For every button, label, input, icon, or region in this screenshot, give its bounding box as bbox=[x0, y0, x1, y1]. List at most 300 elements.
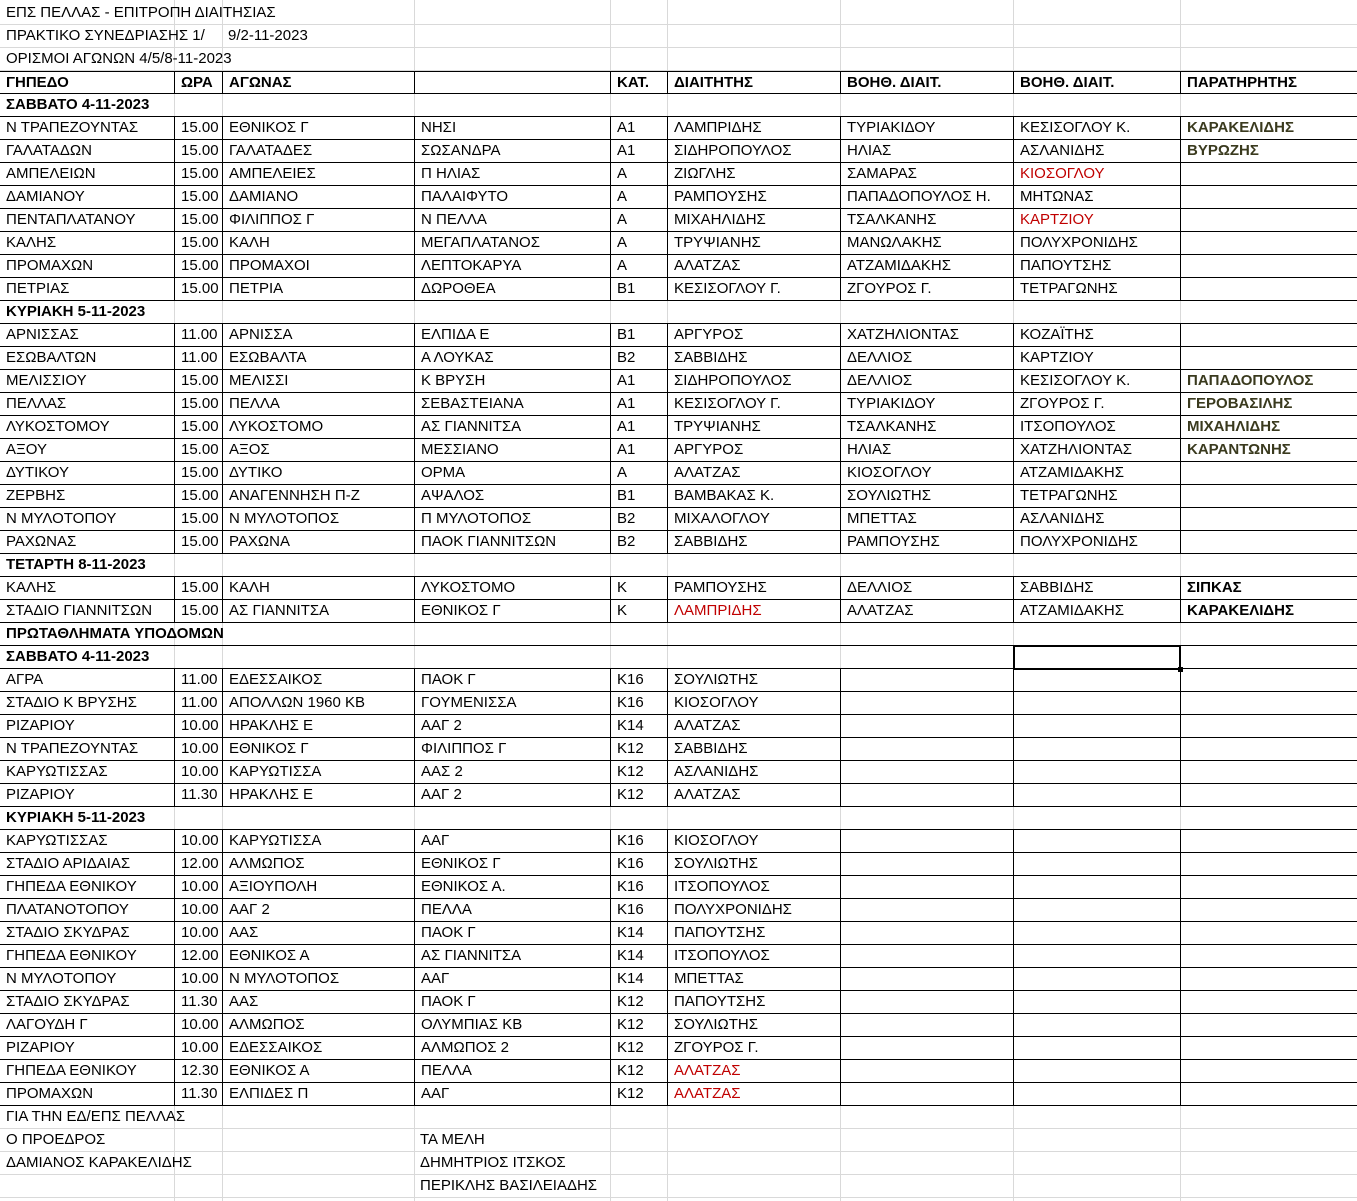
cell-a2[interactable] bbox=[1013, 876, 1180, 898]
signature-right[interactable] bbox=[414, 1106, 614, 1128]
cell-o[interactable] bbox=[1180, 692, 1357, 714]
cell-c[interactable]: Κ16 bbox=[610, 830, 667, 852]
cell-t[interactable]: 15.00 bbox=[174, 600, 222, 622]
cell-t[interactable]: 11.30 bbox=[174, 1083, 222, 1105]
cell-o[interactable] bbox=[1180, 324, 1357, 346]
cell-t[interactable]: 10.00 bbox=[174, 830, 222, 852]
cell-o[interactable]: ΚΑΡΑΝΤΩΝΗΣ bbox=[1180, 439, 1357, 461]
cell-f[interactable]: ΑΜΠΕΛΕΙΩΝ bbox=[6, 165, 96, 182]
cell-o[interactable] bbox=[1180, 278, 1357, 300]
cell-h[interactable]: ΕΔΕΣΣΑΙΚΟΣ bbox=[222, 1037, 414, 1059]
cell-a[interactable]: ΦΙΛΙΠΠΟΣ Γ bbox=[414, 738, 610, 760]
cell-a2[interactable] bbox=[1013, 761, 1180, 783]
cell-a[interactable]: ΕΘΝΙΚΟΣ Α. bbox=[414, 876, 610, 898]
cell-f[interactable]: ΡΙΖΑΡΙΟΥ bbox=[6, 1039, 75, 1056]
cell-a[interactable]: ΑΣ ΓΙΑΝΝΙΤΣΑ bbox=[414, 945, 610, 967]
cell-t[interactable]: 10.00 bbox=[174, 1014, 222, 1036]
cell-r[interactable]: ΚΙΟΣΟΓΛΟΥ bbox=[667, 692, 840, 714]
cell-a1[interactable] bbox=[840, 1060, 1013, 1082]
cell-a1[interactable] bbox=[840, 830, 1013, 852]
cell-a[interactable]: ΟΛΥΜΠΙΑΣ ΚΒ bbox=[414, 1014, 610, 1036]
cell-o[interactable] bbox=[1180, 830, 1357, 852]
cell-h[interactable]: ΗΡΑΚΛΗΣ Ε bbox=[222, 784, 414, 806]
cell-r[interactable]: ΜΠΕΤΤΑΣ bbox=[667, 968, 840, 990]
cell-a[interactable]: ΠΕΛΛΑ bbox=[414, 899, 610, 921]
cell-o[interactable]: ΚΑΡΑΚΕΛΙΔΗΣ bbox=[1180, 117, 1357, 139]
cell-r[interactable]: ΑΛΑΤΖΑΣ bbox=[667, 462, 840, 484]
cell-a[interactable]: ΑΛΜΩΠΟΣ 2 bbox=[414, 1037, 610, 1059]
cell-h[interactable]: ΑΑΣ bbox=[222, 922, 414, 944]
cell-h[interactable]: ΕΣΩΒΑΛΤΑ bbox=[222, 347, 414, 369]
cell-a1[interactable]: ΤΥΡΙΑΚΙΔΟΥ bbox=[840, 393, 1013, 415]
cell-f[interactable]: ΚΑΡΥΩΤΙΣΣΑΣ bbox=[6, 832, 108, 849]
cell-c[interactable]: Κ12 bbox=[610, 991, 667, 1013]
cell-a1[interactable]: ΖΓΟΥΡΟΣ Γ. bbox=[840, 278, 1013, 300]
cell-f[interactable]: ΣΤΑΔΙΟ ΓΙΑΝΝΙΤΣΩΝ bbox=[6, 602, 153, 619]
cell-o[interactable]: ΒΥΡΩΖΗΣ bbox=[1180, 140, 1357, 162]
cell-c[interactable]: Α1 bbox=[610, 370, 667, 392]
cell-a2[interactable]: ΣΑΒΒΙΔΗΣ bbox=[1013, 577, 1180, 599]
section-title[interactable]: ΚΥΡΙΑΚΗ 5-11-2023 bbox=[6, 809, 146, 826]
cell-a2[interactable] bbox=[1013, 830, 1180, 852]
title-text[interactable]: ΟΡΙΣΜΟΙ ΑΓΩΝΩΝ 4/5/8-11-2023 bbox=[6, 50, 232, 67]
cell-a2[interactable]: ΚΕΣΙΣΟΓΛΟΥ Κ. bbox=[1013, 117, 1180, 139]
cell-o[interactable] bbox=[1180, 232, 1357, 254]
cell-a1[interactable]: ΑΤΖΑΜΙΔΑΚΗΣ bbox=[840, 255, 1013, 277]
cell-h[interactable]: ΑΝΑΓΕΝΝΗΣΗ Π-Ζ bbox=[222, 485, 414, 507]
cell-t[interactable]: 15.00 bbox=[174, 577, 222, 599]
cell-a[interactable]: ΛΕΠΤΟΚΑΡΥΑ bbox=[414, 255, 610, 277]
cell-c[interactable]: Κ16 bbox=[610, 692, 667, 714]
cell-o[interactable] bbox=[1180, 462, 1357, 484]
cell-a1[interactable] bbox=[840, 738, 1013, 760]
cell-r[interactable]: ΣΙΔΗΡΟΠΟΥΛΟΣ bbox=[667, 140, 840, 162]
cell-c[interactable]: Α bbox=[610, 462, 667, 484]
signature-right[interactable]: ΔΗΜΗΤΡΙΟΣ ΙΤΣΚΟΣ bbox=[420, 1154, 566, 1171]
cell-o[interactable] bbox=[1180, 1037, 1357, 1059]
cell-o[interactable] bbox=[1180, 163, 1357, 185]
cell-a1[interactable] bbox=[840, 968, 1013, 990]
cell-f[interactable]: ΔΥΤΙΚΟΥ bbox=[6, 464, 69, 481]
cell-a1[interactable]: ΡΑΜΠΟΥΣΗΣ bbox=[840, 531, 1013, 553]
cell-a2[interactable]: ΙΤΣΟΠΟΥΛΟΣ bbox=[1013, 416, 1180, 438]
cell-c[interactable]: Α1 bbox=[610, 393, 667, 415]
cell-f[interactable]: ΠΕΤΡΙΑΣ bbox=[6, 280, 70, 297]
cell-h[interactable]: ΚΑΡΥΩΤΙΣΣΑ bbox=[222, 830, 414, 852]
title-text[interactable]: ΕΠΣ ΠΕΛΛΑΣ - ΕΠΙΤΡΟΠΗ ΔΙΑΙΤΗΣΙΑΣ bbox=[6, 4, 276, 21]
cell-a2[interactable]: ΧΑΤΖΗΛΙΟΝΤΑΣ bbox=[1013, 439, 1180, 461]
cell-c[interactable]: Κ14 bbox=[610, 922, 667, 944]
cell-f[interactable]: Ν ΤΡΑΠΕΖΟΥΝΤΑΣ bbox=[6, 119, 139, 136]
section-title[interactable]: ΣΑΒΒΑΤΟ 4-11-2023 bbox=[6, 96, 150, 113]
cell-a2[interactable] bbox=[1013, 853, 1180, 875]
cell-f[interactable]: ΣΤΑΔΙΟ ΑΡΙΔΑΙΑΣ bbox=[6, 855, 131, 872]
cell-a[interactable]: Α ΛΟΥΚΑΣ bbox=[414, 347, 610, 369]
cell-a[interactable]: ΜΕΓΑΠΛΑΤΑΝΟΣ bbox=[414, 232, 610, 254]
cell-a2[interactable] bbox=[1013, 1083, 1180, 1105]
cell-h[interactable]: ΚΑΡΥΩΤΙΣΣΑ bbox=[222, 761, 414, 783]
cell-f[interactable]: ΜΕΛΙΣΣΙΟΥ bbox=[6, 372, 87, 389]
signature-right[interactable]: ΠΕΡΙΚΛΗΣ ΒΑΣΙΛΕΙΑΔΗΣ bbox=[420, 1177, 598, 1194]
cell-h[interactable]: ΚΑΛΗ bbox=[222, 577, 414, 599]
cell-o[interactable] bbox=[1180, 784, 1357, 806]
cell-f[interactable]: ΡΙΖΑΡΙΟΥ bbox=[6, 786, 75, 803]
cell-a2[interactable] bbox=[1013, 899, 1180, 921]
cell-h[interactable]: ΗΡΑΚΛΗΣ Ε bbox=[222, 715, 414, 737]
cell-r[interactable]: ΙΤΣΟΠΟΥΛΟΣ bbox=[667, 876, 840, 898]
cell-o[interactable] bbox=[1180, 876, 1357, 898]
cell-h[interactable]: ΑΜΠΕΛΕΙΕΣ bbox=[222, 163, 414, 185]
cell-f[interactable]: ΔΑΜΙΑΝΟΥ bbox=[6, 188, 85, 205]
cell-c[interactable]: Α bbox=[610, 209, 667, 231]
cell-a2[interactable] bbox=[1013, 715, 1180, 737]
cell-a1[interactable]: ΜΑΝΩΛΑΚΗΣ bbox=[840, 232, 1013, 254]
cell-a2[interactable] bbox=[1013, 1014, 1180, 1036]
title-text[interactable]: ΠΡΑΚΤΙΚΟ ΣΥΝΕΔΡΙΑΣΗΣ 1/ bbox=[6, 27, 205, 44]
cell-t[interactable]: 11.30 bbox=[174, 784, 222, 806]
cell-a2[interactable] bbox=[1013, 738, 1180, 760]
cell-c[interactable]: Β1 bbox=[610, 485, 667, 507]
cell-o[interactable] bbox=[1180, 209, 1357, 231]
cell-f[interactable]: ΣΤΑΔΙΟ Κ ΒΡΥΣΗΣ bbox=[6, 694, 137, 711]
cell-a1[interactable]: ΔΕΛΛΙΟΣ bbox=[840, 347, 1013, 369]
cell-f[interactable]: ΑΞΟΥ bbox=[6, 441, 47, 458]
selected-cell[interactable] bbox=[1013, 645, 1181, 670]
cell-f[interactable]: ΠΡΟΜΑΧΩΝ bbox=[6, 1085, 94, 1102]
cell-h[interactable]: ΔΥΤΙΚΟ bbox=[222, 462, 414, 484]
cell-h[interactable]: ΕΛΠΙΔΕΣ Π bbox=[222, 1083, 414, 1105]
cell-a2[interactable]: ΚΕΣΙΣΟΓΛΟΥ Κ. bbox=[1013, 370, 1180, 392]
cell-r[interactable]: ΡΑΜΠΟΥΣΗΣ bbox=[667, 186, 840, 208]
cell-a1[interactable]: ΠΑΠΑΔΟΠΟΥΛΟΣ Η. bbox=[840, 186, 1013, 208]
cell-t[interactable]: 10.00 bbox=[174, 968, 222, 990]
cell-f[interactable]: ΓΗΠΕΔΑ ΕΘΝΙΚΟΥ bbox=[6, 1062, 137, 1079]
cell-a2[interactable] bbox=[1013, 1037, 1180, 1059]
cell-c[interactable]: Α1 bbox=[610, 416, 667, 438]
cell-t[interactable]: 12.00 bbox=[174, 945, 222, 967]
cell-a1[interactable] bbox=[840, 876, 1013, 898]
cell-r[interactable]: ΣΑΒΒΙΔΗΣ bbox=[667, 738, 840, 760]
cell-t[interactable]: 10.00 bbox=[174, 761, 222, 783]
cell-f[interactable]: Ν ΤΡΑΠΕΖΟΥΝΤΑΣ bbox=[6, 740, 139, 757]
cell-r[interactable]: ΙΤΣΟΠΟΥΛΟΣ bbox=[667, 945, 840, 967]
cell-r[interactable]: ΡΑΜΠΟΥΣΗΣ bbox=[667, 577, 840, 599]
cell-o[interactable] bbox=[1180, 347, 1357, 369]
cell-r[interactable]: ΜΙΧΑΗΛΙΔΗΣ bbox=[667, 209, 840, 231]
cell-h[interactable]: ΠΕΤΡΙΑ bbox=[222, 278, 414, 300]
cell-f[interactable]: ΚΑΡΥΩΤΙΣΣΑΣ bbox=[6, 763, 108, 780]
cell-c[interactable]: Κ12 bbox=[610, 738, 667, 760]
cell-a2[interactable]: ΑΣΛΑΝΙΔΗΣ bbox=[1013, 508, 1180, 530]
cell-f[interactable]: ΓΗΠΕΔΑ ΕΘΝΙΚΟΥ bbox=[6, 947, 137, 964]
signature-left[interactable]: ΓΙΑ ΤΗΝ ΕΔ/ΕΠΣ ΠΕΛΛΑΣ bbox=[6, 1108, 186, 1125]
cell-h[interactable]: ΕΘΝΙΚΟΣ Α bbox=[222, 945, 414, 967]
cell-c[interactable]: Α1 bbox=[610, 117, 667, 139]
cell-t[interactable]: 10.00 bbox=[174, 876, 222, 898]
cell-h[interactable]: ΠΡΟΜΑΧΟΙ bbox=[222, 255, 414, 277]
cell-t[interactable]: 15.00 bbox=[174, 186, 222, 208]
cell-h[interactable]: ΔΑΜΙΑΝΟ bbox=[222, 186, 414, 208]
cell-o[interactable] bbox=[1180, 485, 1357, 507]
section-title[interactable]: ΚΥΡΙΑΚΗ 5-11-2023 bbox=[6, 303, 146, 320]
cell-t[interactable]: 15.00 bbox=[174, 393, 222, 415]
header-asst2[interactable]: ΒΟΗΘ. ΔΙΑΙΤ. bbox=[1013, 72, 1180, 94]
header-observer[interactable]: ΠΑΡΑΤΗΡΗΤΗΣ bbox=[1180, 72, 1357, 94]
cell-a1[interactable] bbox=[840, 853, 1013, 875]
cell-f[interactable]: ΑΡΝΙΣΣΑΣ bbox=[6, 326, 79, 343]
cell-f[interactable]: Ν ΜΥΛΟΤΟΠΟΥ bbox=[6, 970, 117, 987]
cell-h[interactable]: ΜΕΛΙΣΣΙ bbox=[222, 370, 414, 392]
cell-a2[interactable] bbox=[1013, 945, 1180, 967]
section-title[interactable]: ΣΑΒΒΑΤΟ 4-11-2023 bbox=[6, 648, 150, 665]
cell-a[interactable]: ΝΗΣΙ bbox=[414, 117, 610, 139]
cell-t[interactable]: 15.00 bbox=[174, 255, 222, 277]
cell-f[interactable]: ΣΤΑΔΙΟ ΣΚΥΔΡΑΣ bbox=[6, 993, 130, 1010]
cell-a1[interactable]: ΔΕΛΛΙΟΣ bbox=[840, 577, 1013, 599]
cell-a[interactable]: ΑΑΓ bbox=[414, 830, 610, 852]
cell-a1[interactable]: ΗΛΙΑΣ bbox=[840, 140, 1013, 162]
cell-t[interactable]: 15.00 bbox=[174, 209, 222, 231]
cell-r[interactable]: ΖΓΟΥΡΟΣ Γ. bbox=[667, 1037, 840, 1059]
cell-a2[interactable]: ΜΗΤΩΝΑΣ bbox=[1013, 186, 1180, 208]
cell-t[interactable]: 10.00 bbox=[174, 715, 222, 737]
cell-a[interactable]: ΔΩΡΟΘΕΑ bbox=[414, 278, 610, 300]
cell-c[interactable]: Κ12 bbox=[610, 761, 667, 783]
cell-t[interactable]: 15.00 bbox=[174, 416, 222, 438]
header-time[interactable]: ΩΡΑ bbox=[174, 72, 222, 94]
cell-t[interactable]: 15.00 bbox=[174, 117, 222, 139]
cell-a1[interactable]: ΤΣΑΛΚΑΝΗΣ bbox=[840, 209, 1013, 231]
cell-a[interactable]: ΑΨΑΛΟΣ bbox=[414, 485, 610, 507]
cell-a[interactable]: ΛΥΚΟΣΤΟΜΟ bbox=[414, 577, 610, 599]
cell-r[interactable]: ΒΑΜΒΑΚΑΣ Κ. bbox=[667, 485, 840, 507]
cell-r[interactable]: ΠΑΠΟΥΤΣΗΣ bbox=[667, 922, 840, 944]
cell-f[interactable]: ΓΑΛΑΤΑΔΩΝ bbox=[6, 142, 92, 159]
cell-f[interactable]: ΡΑΧΩΝΑΣ bbox=[6, 533, 77, 550]
signature-left[interactable] bbox=[0, 1175, 222, 1197]
cell-a[interactable]: ΟΡΜΑ bbox=[414, 462, 610, 484]
cell-h[interactable]: ΑΞΟΣ bbox=[222, 439, 414, 461]
cell-o[interactable] bbox=[1180, 669, 1357, 691]
cell-r[interactable]: ΚΕΣΙΣΟΓΛΟΥ Γ. bbox=[667, 278, 840, 300]
cell-r[interactable]: ΑΡΓΥΡΟΣ bbox=[667, 439, 840, 461]
cell-t[interactable]: 10.00 bbox=[174, 1037, 222, 1059]
cell-r[interactable]: ΚΕΣΙΣΟΓΛΟΥ Γ. bbox=[667, 393, 840, 415]
cell-f[interactable]: ΖΕΡΒΗΣ bbox=[6, 487, 66, 504]
cell-r[interactable]: ΜΙΧΑΛΟΓΛΟΥ bbox=[667, 508, 840, 530]
cell-c[interactable]: Α1 bbox=[610, 439, 667, 461]
header-match[interactable]: ΑΓΩΝΑΣ bbox=[222, 72, 414, 94]
cell-a[interactable]: Ν ΠΕΛΛΑ bbox=[414, 209, 610, 231]
cell-r[interactable]: ΛΑΜΠΡΙΔΗΣ bbox=[667, 600, 840, 622]
cell-a[interactable]: ΑΑΣ 2 bbox=[414, 761, 610, 783]
cell-o[interactable] bbox=[1180, 899, 1357, 921]
cell-c[interactable]: Κ16 bbox=[610, 853, 667, 875]
cell-c[interactable]: Κ14 bbox=[610, 968, 667, 990]
cell-a1[interactable]: ΤΥΡΙΑΚΙΔΟΥ bbox=[840, 117, 1013, 139]
cell-a2[interactable]: ΠΑΠΟΥΤΣΗΣ bbox=[1013, 255, 1180, 277]
cell-r[interactable]: ΑΛΑΤΖΑΣ bbox=[667, 1060, 840, 1082]
cell-r[interactable]: ΑΡΓΥΡΟΣ bbox=[667, 324, 840, 346]
cell-r[interactable]: ΣΙΔΗΡΟΠΟΥΛΟΣ bbox=[667, 370, 840, 392]
cell-t[interactable]: 15.00 bbox=[174, 462, 222, 484]
cell-a[interactable]: Π ΜΥΛΟΤΟΠΟΣ bbox=[414, 508, 610, 530]
cell-a1[interactable] bbox=[840, 761, 1013, 783]
cell-t[interactable]: 15.00 bbox=[174, 370, 222, 392]
cell-h[interactable]: ΕΘΝΙΚΟΣ Α bbox=[222, 1060, 414, 1082]
cell-a1[interactable]: ΜΠΕΤΤΑΣ bbox=[840, 508, 1013, 530]
cell-a1[interactable] bbox=[840, 922, 1013, 944]
cell-r[interactable]: ΤΡΥΨΙΑΝΗΣ bbox=[667, 232, 840, 254]
cell-h[interactable]: ΠΕΛΛΑ bbox=[222, 393, 414, 415]
cell-c[interactable]: Κ14 bbox=[610, 945, 667, 967]
cell-t[interactable]: 15.00 bbox=[174, 439, 222, 461]
cell-r[interactable]: ΠΟΛΥΧΡΟΝΙΔΗΣ bbox=[667, 899, 840, 921]
cell-t[interactable]: 15.00 bbox=[174, 232, 222, 254]
signature-left[interactable]: ΔΑΜΙΑΝΟΣ ΚΑΡΑΚΕΛΙΔΗΣ bbox=[6, 1154, 192, 1171]
cell-c[interactable]: Κ bbox=[610, 600, 667, 622]
cell-a2[interactable]: ΠΟΛΥΧΡΟΝΙΔΗΣ bbox=[1013, 232, 1180, 254]
cell-h[interactable]: ΑΛΜΩΠΟΣ bbox=[222, 1014, 414, 1036]
cell-h[interactable]: ΡΑΧΩΝΑ bbox=[222, 531, 414, 553]
cell-c[interactable]: Β2 bbox=[610, 508, 667, 530]
cell-c[interactable]: Κ16 bbox=[610, 899, 667, 921]
cell-t[interactable]: 11.00 bbox=[174, 324, 222, 346]
header-away[interactable] bbox=[414, 72, 610, 94]
cell-a[interactable]: ΠΕΛΛΑ bbox=[414, 1060, 610, 1082]
cell-f[interactable]: ΠΛΑΤΑΝΟΤΟΠΟΥ bbox=[6, 901, 129, 918]
cell-a2[interactable]: ΑΤΖΑΜΙΔΑΚΗΣ bbox=[1013, 600, 1180, 622]
cell-c[interactable]: Α bbox=[610, 163, 667, 185]
cell-o[interactable] bbox=[1180, 715, 1357, 737]
cell-a2[interactable] bbox=[1013, 922, 1180, 944]
cell-t[interactable]: 11.00 bbox=[174, 692, 222, 714]
cell-c[interactable]: Κ12 bbox=[610, 1060, 667, 1082]
cell-r[interactable]: ΣΑΒΒΙΔΗΣ bbox=[667, 347, 840, 369]
cell-t[interactable]: 10.00 bbox=[174, 899, 222, 921]
cell-o[interactable] bbox=[1180, 508, 1357, 530]
cell-a1[interactable]: ΚΙΟΣΟΓΛΟΥ bbox=[840, 462, 1013, 484]
cell-f[interactable]: ΡΙΖΑΡΙΟΥ bbox=[6, 717, 75, 734]
cell-t[interactable]: 10.00 bbox=[174, 738, 222, 760]
cell-c[interactable]: Α1 bbox=[610, 140, 667, 162]
cell-c[interactable]: Α bbox=[610, 232, 667, 254]
cell-t[interactable]: 10.00 bbox=[174, 922, 222, 944]
cell-c[interactable]: Β1 bbox=[610, 324, 667, 346]
cell-a[interactable]: ΕΘΝΙΚΟΣ Γ bbox=[414, 600, 610, 622]
cell-a1[interactable]: ΑΛΑΤΖΑΣ bbox=[840, 600, 1013, 622]
section-title[interactable]: ΠΡΩΤΑΘΛΗΜΑΤΑ ΥΠΟΔΟΜΩΝ bbox=[6, 625, 224, 642]
cell-a[interactable]: ΑΑΓ bbox=[414, 968, 610, 990]
cell-o[interactable]: ΜΙΧΑΗΛΙΔΗΣ bbox=[1180, 416, 1357, 438]
cell-t[interactable]: 12.00 bbox=[174, 853, 222, 875]
signature-left[interactable]: Ο ΠΡΟΕΔΡΟΣ bbox=[6, 1131, 106, 1148]
cell-a1[interactable] bbox=[840, 1037, 1013, 1059]
cell-a1[interactable] bbox=[840, 669, 1013, 691]
cell-h[interactable]: ΛΥΚΟΣΤΟΜΟ bbox=[222, 416, 414, 438]
cell-o[interactable] bbox=[1180, 968, 1357, 990]
cell-r[interactable]: ΑΣΛΑΝΙΔΗΣ bbox=[667, 761, 840, 783]
cell-f[interactable]: ΚΑΛΗΣ bbox=[6, 579, 57, 596]
cell-r[interactable]: ΣΑΒΒΙΔΗΣ bbox=[667, 531, 840, 553]
cell-a2[interactable]: ΚΑΡΤΖΙΟΥ bbox=[1013, 347, 1180, 369]
cell-o[interactable]: ΠΑΠΑΔΟΠΟΥΛΟΣ bbox=[1180, 370, 1357, 392]
cell-a1[interactable] bbox=[840, 1014, 1013, 1036]
cell-o[interactable] bbox=[1180, 945, 1357, 967]
cell-r[interactable]: ΣΟΥΛΙΩΤΗΣ bbox=[667, 1014, 840, 1036]
cell-c[interactable]: Α bbox=[610, 255, 667, 277]
cell-f[interactable]: ΠΡΟΜΑΧΩΝ bbox=[6, 257, 94, 274]
cell-r[interactable]: ΠΑΠΟΥΤΣΗΣ bbox=[667, 991, 840, 1013]
cell-f[interactable]: ΛΥΚΟΣΤΟΜΟΥ bbox=[6, 418, 110, 435]
cell-h[interactable]: ΑΑΣ bbox=[222, 991, 414, 1013]
cell-r[interactable]: ΛΑΜΠΡΙΔΗΣ bbox=[667, 117, 840, 139]
cell-r[interactable]: ΣΟΥΛΙΩΤΗΣ bbox=[667, 669, 840, 691]
cell-a[interactable]: ΠΑΟΚ Γ bbox=[414, 669, 610, 691]
cell-o[interactable]: ΣΙΠΚΑΣ bbox=[1180, 577, 1357, 599]
cell-o[interactable] bbox=[1180, 922, 1357, 944]
cell-o[interactable] bbox=[1180, 531, 1357, 553]
cell-h[interactable]: ΑΠΟΛΛΩΝ 1960 ΚΒ bbox=[222, 692, 414, 714]
cell-t[interactable]: 12.30 bbox=[174, 1060, 222, 1082]
cell-o[interactable] bbox=[1180, 853, 1357, 875]
title-date[interactable]: 9/2-11-2023 bbox=[228, 27, 308, 44]
cell-r[interactable]: ΖΙΩΓΛΗΣ bbox=[667, 163, 840, 185]
section-title[interactable]: ΤΕΤΑΡΤΗ 8-11-2023 bbox=[6, 556, 146, 573]
cell-r[interactable]: ΑΛΑΤΖΑΣ bbox=[667, 255, 840, 277]
header-asst1[interactable]: ΒΟΗΘ. ΔΙΑΙΤ. bbox=[840, 72, 1013, 94]
cell-t[interactable]: 15.00 bbox=[174, 278, 222, 300]
cell-a2[interactable] bbox=[1013, 784, 1180, 806]
cell-a2[interactable]: ΚΙΟΣΟΓΛΟΥ bbox=[1013, 163, 1180, 185]
cell-a[interactable]: ΑΑΓ 2 bbox=[414, 715, 610, 737]
cell-f[interactable]: Ν ΜΥΛΟΤΟΠΟΥ bbox=[6, 510, 117, 527]
cell-o[interactable]: ΚΑΡΑΚΕΛΙΔΗΣ bbox=[1180, 600, 1357, 622]
cell-t[interactable]: 11.00 bbox=[174, 347, 222, 369]
cell-c[interactable]: Κ16 bbox=[610, 876, 667, 898]
cell-a2[interactable]: ΤΕΤΡΑΓΩΝΗΣ bbox=[1013, 485, 1180, 507]
cell-a2[interactable] bbox=[1013, 692, 1180, 714]
cell-h[interactable]: ΑΛΜΩΠΟΣ bbox=[222, 853, 414, 875]
cell-a2[interactable] bbox=[1013, 1060, 1180, 1082]
cell-a2[interactable]: ΚΑΡΤΖΙΟΥ bbox=[1013, 209, 1180, 231]
cell-a1[interactable]: ΔΕΛΛΙΟΣ bbox=[840, 370, 1013, 392]
cell-a[interactable]: ΣΩΣΑΝΔΡΑ bbox=[414, 140, 610, 162]
cell-t[interactable]: 11.30 bbox=[174, 991, 222, 1013]
cell-a1[interactable]: ΧΑΤΖΗΛΙΟΝΤΑΣ bbox=[840, 324, 1013, 346]
cell-a1[interactable] bbox=[840, 692, 1013, 714]
cell-h[interactable]: ΕΔΕΣΣΑΙΚΟΣ bbox=[222, 669, 414, 691]
cell-h[interactable]: ΓΑΛΑΤΑΔΕΣ bbox=[222, 140, 414, 162]
cell-f[interactable]: ΠΕΛΛΑΣ bbox=[6, 395, 67, 412]
cell-o[interactable]: ΓΕΡΟΒΑΣΙΛΗΣ bbox=[1180, 393, 1357, 415]
cell-a1[interactable] bbox=[840, 1083, 1013, 1105]
cell-o[interactable] bbox=[1180, 991, 1357, 1013]
cell-h[interactable]: Ν ΜΥΛΟΤΟΠΟΣ bbox=[222, 968, 414, 990]
cell-a[interactable]: ΓΟΥΜΕΝΙΣΣΑ bbox=[414, 692, 610, 714]
cell-r[interactable]: ΑΛΑΤΖΑΣ bbox=[667, 784, 840, 806]
cell-a1[interactable]: ΗΛΙΑΣ bbox=[840, 439, 1013, 461]
cell-a2[interactable]: ΤΕΤΡΑΓΩΝΗΣ bbox=[1013, 278, 1180, 300]
cell-a[interactable]: ΑΣ ΓΙΑΝΝΙΤΣΑ bbox=[414, 416, 610, 438]
cell-o[interactable] bbox=[1180, 1014, 1357, 1036]
cell-f[interactable]: ΕΣΩΒΑΛΤΩΝ bbox=[6, 349, 97, 366]
cell-o[interactable] bbox=[1180, 761, 1357, 783]
cell-h[interactable]: ΑΞΙΟΥΠΟΛΗ bbox=[222, 876, 414, 898]
cell-h[interactable]: ΕΘΝΙΚΟΣ Γ bbox=[222, 738, 414, 760]
cell-a[interactable]: ΠΑΟΚ ΓΙΑΝΝΙΤΣΩΝ bbox=[414, 531, 610, 553]
cell-a1[interactable] bbox=[840, 784, 1013, 806]
